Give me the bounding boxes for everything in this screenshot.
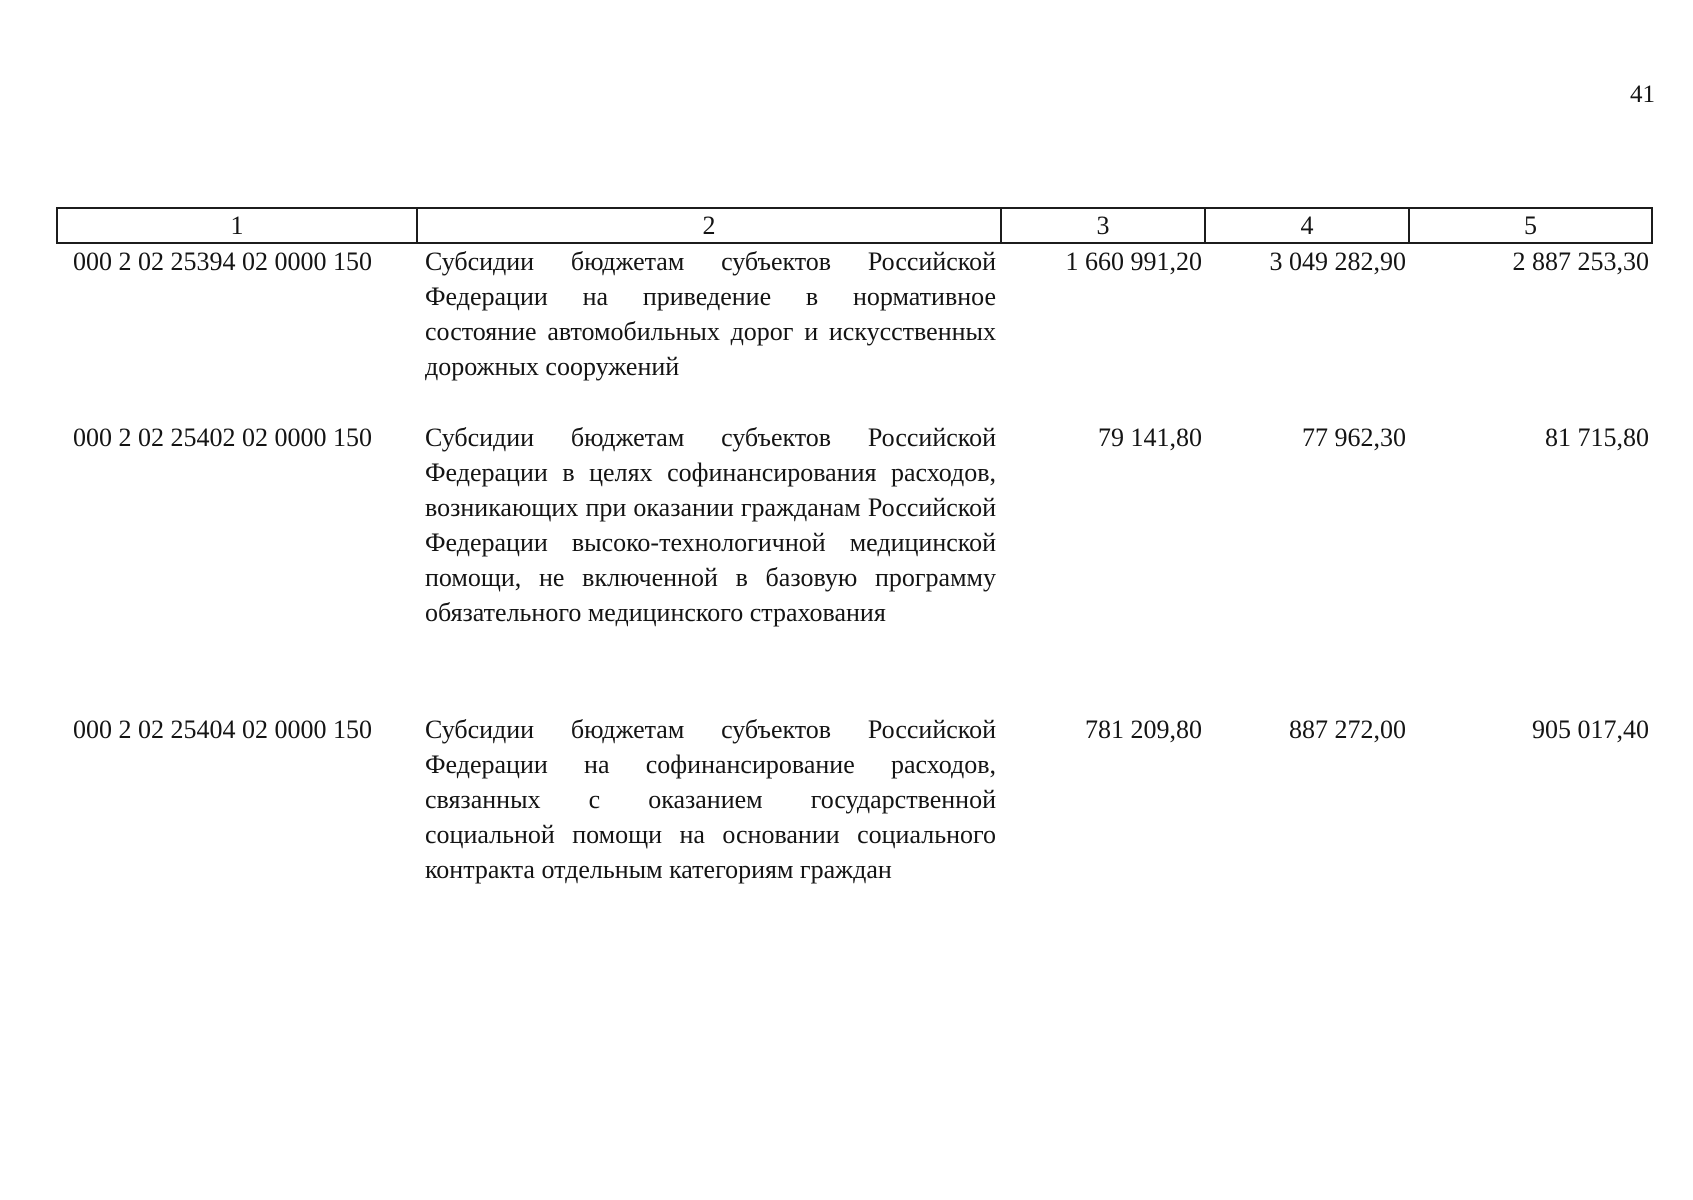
amount-col4: 887 272,00 bbox=[1289, 715, 1406, 744]
budget-code: 000 2 02 25404 02 0000 150 bbox=[73, 715, 372, 744]
amount-col4: 3 049 282,90 bbox=[1269, 247, 1406, 276]
header-row bbox=[57, 208, 1652, 243]
column-header-2: 2 bbox=[417, 208, 1001, 243]
table-row bbox=[57, 712, 1652, 887]
table-row bbox=[57, 420, 1652, 712]
column-header-5: 5 bbox=[1409, 208, 1652, 243]
amount-col3: 79 141,80 bbox=[1098, 423, 1202, 452]
row-description: Субсидии бюджетам субъектов Российской Федерации на софинансирование расходов, связанных с оказанием государственной социальной помощи на основании социального контракта отдельным категориям граждан bbox=[425, 715, 996, 884]
column-header-1: 1 bbox=[57, 208, 417, 243]
amount-col3: 781 209,80 bbox=[1085, 715, 1202, 744]
row-description: Субсидии бюджетам субъектов Российской Федерации на приведение в нормативное состояние автомобильных дорог и искусственных дорожных сооружений bbox=[425, 247, 996, 381]
amount-col5: 2 887 253,30 bbox=[1512, 247, 1649, 276]
page-number: 41 bbox=[1630, 81, 1655, 108]
amount-col5: 81 715,80 bbox=[1545, 423, 1649, 452]
amount-col5: 905 017,40 bbox=[1532, 715, 1649, 744]
amount-col3: 1 660 991,20 bbox=[1065, 247, 1202, 276]
row-description: Субсидии бюджетам субъектов Российской Федерации в целях софинансирования расходов, возникающих при оказании гражданам Российской Федерации высоко-технологичной медицинской помощи, не включенной в базовую программу обязательного медицинского страхования bbox=[425, 423, 996, 627]
column-header-3: 3 bbox=[1001, 208, 1205, 243]
budget-code: 000 2 02 25394 02 0000 150 bbox=[73, 247, 372, 276]
budget-code: 000 2 02 25402 02 0000 150 bbox=[73, 423, 372, 452]
budget-table bbox=[56, 207, 1653, 887]
table-row bbox=[57, 243, 1652, 420]
column-header-4: 4 bbox=[1205, 208, 1409, 243]
amount-col4: 77 962,30 bbox=[1302, 423, 1406, 452]
